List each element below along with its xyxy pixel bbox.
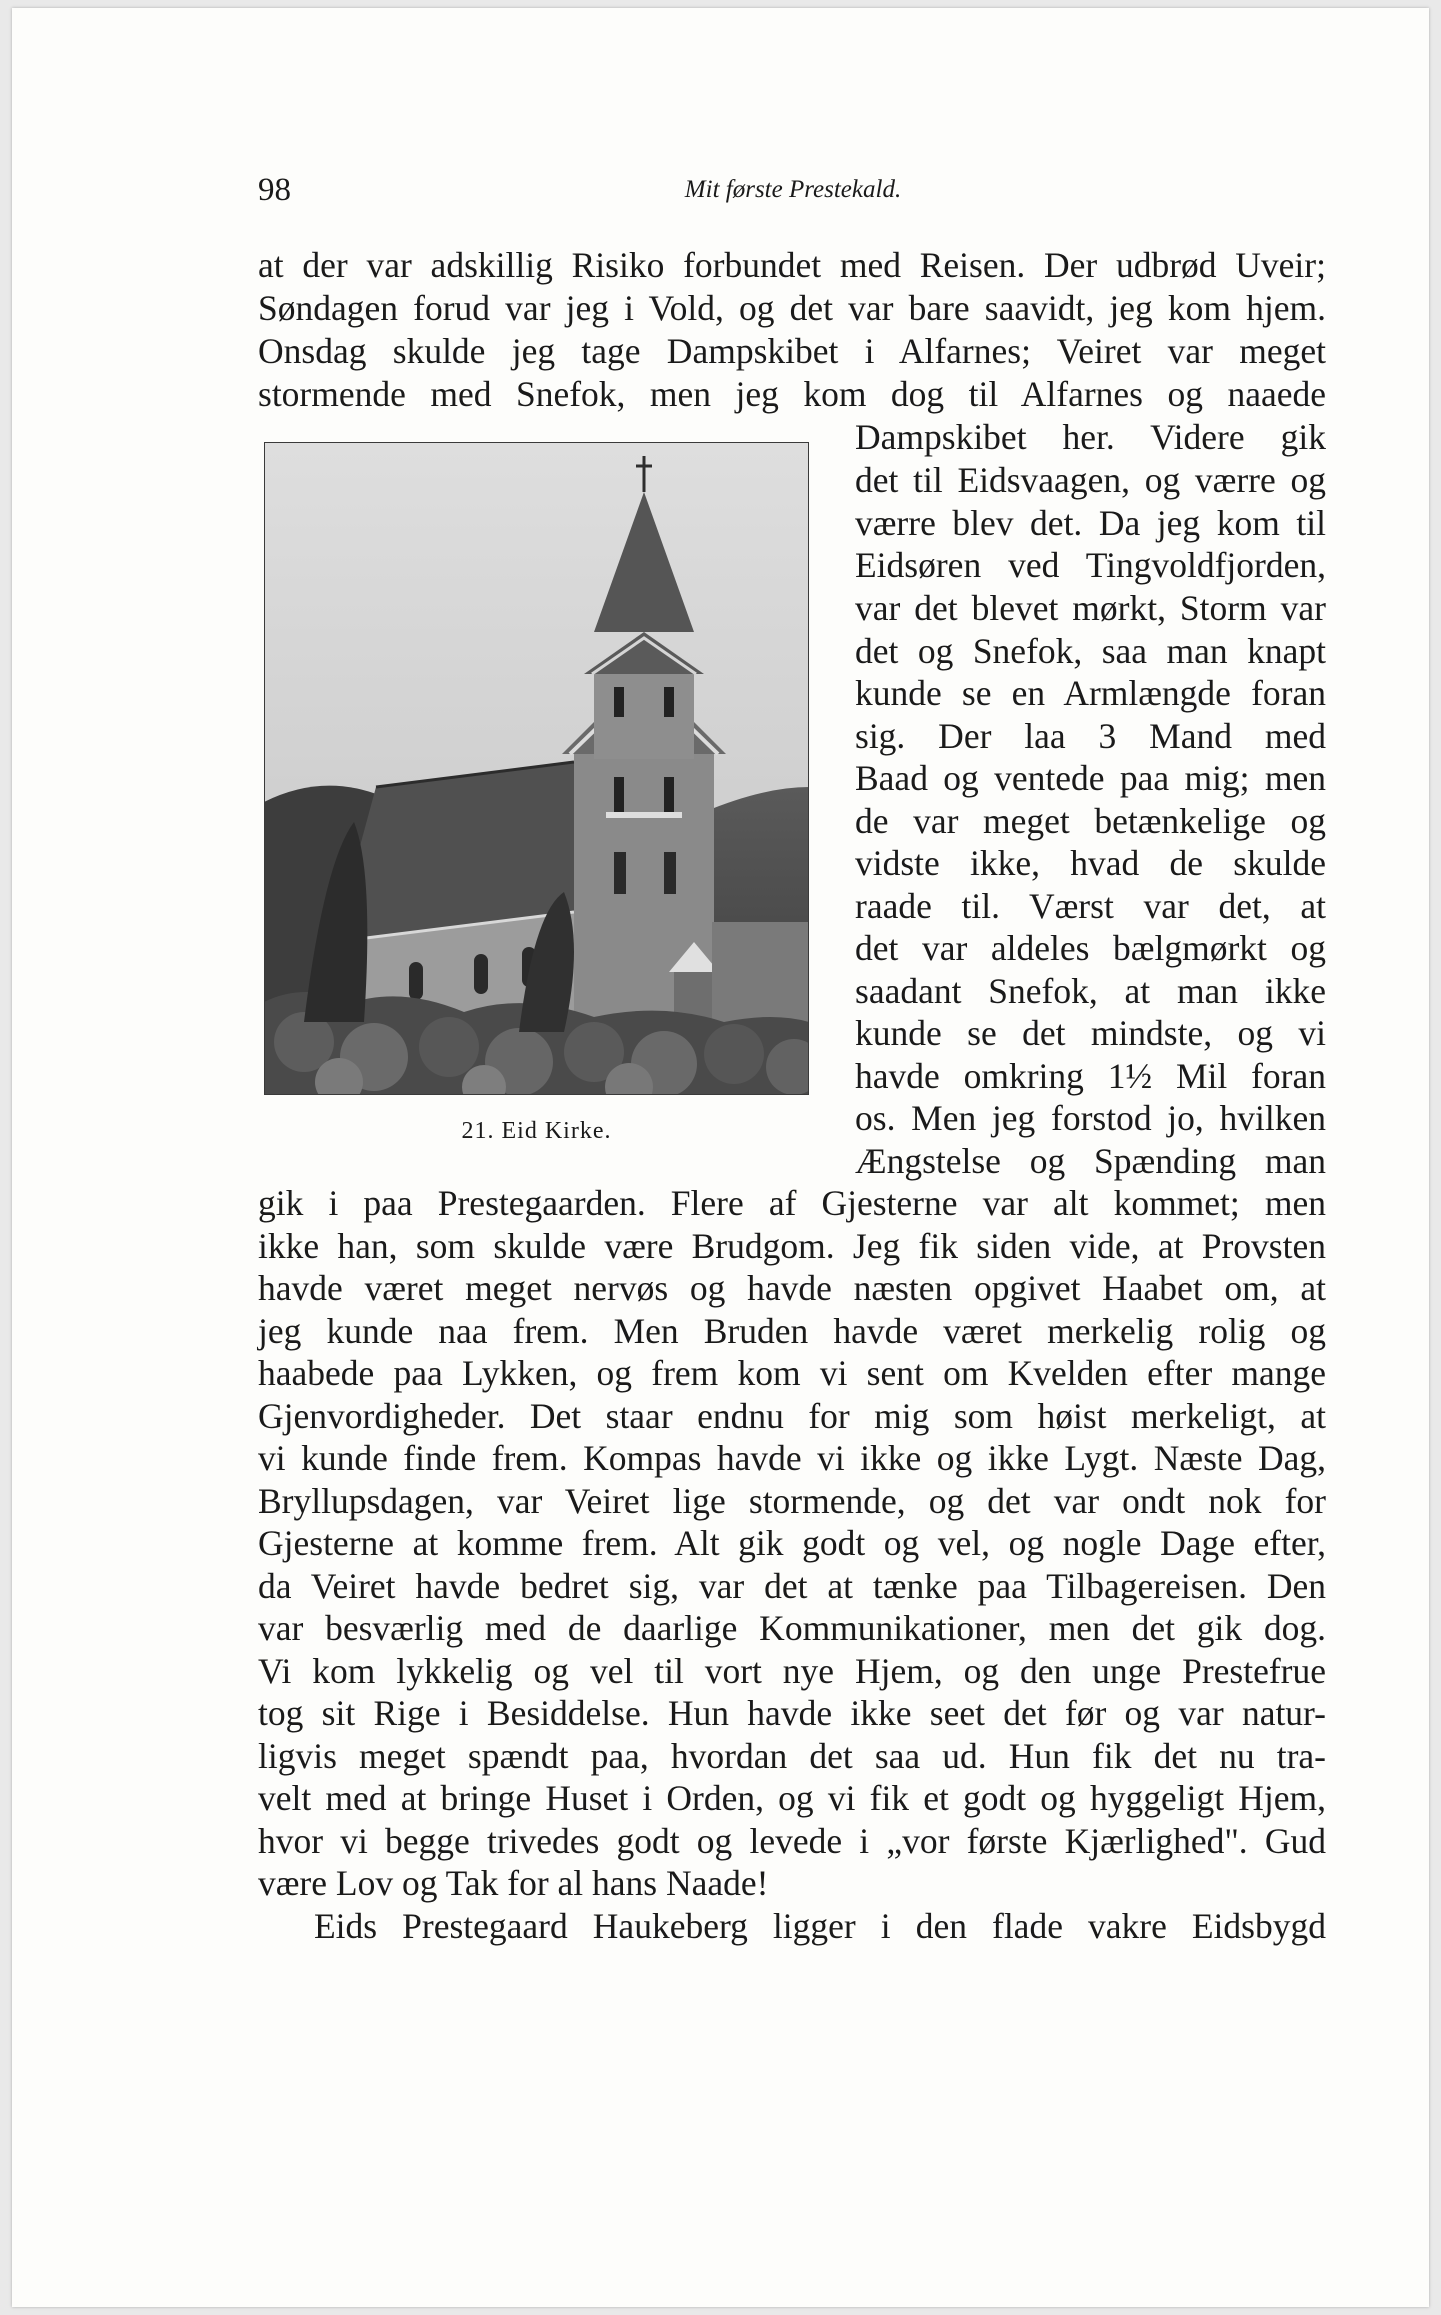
text-line: tog sit Rige i Besiddelse. Hun havde ikke seet det før og var natur- xyxy=(258,1693,1326,1733)
running-title: Mit første Prestekald. xyxy=(684,176,902,203)
text-line: raade til. Værst var det, at xyxy=(855,886,1326,926)
text-line: gik i paa Prestegaarden. Flere af Gjesterne var alt kommet; men xyxy=(258,1183,1326,1223)
text-line: at der var adskillig Risiko forbundet med Reisen. Der udbrød Uveir; xyxy=(258,245,1326,285)
text-line: kunde se det mindste, og vi xyxy=(855,1013,1326,1053)
text-line: Onsdag skulde jeg tage Dampskibet i Alfarnes; Veiret var meget xyxy=(258,331,1326,371)
text-line: værre blev det. Da jeg kom til xyxy=(855,503,1326,543)
text-line: vidste ikke, hvad de skulde xyxy=(855,843,1326,883)
text-line: Ængstelse og Spænding man xyxy=(855,1141,1326,1181)
text-line: Eidsøren ved Tingvoldfjorden, xyxy=(855,545,1326,585)
text-line: havde omkring 1½ Mil foran xyxy=(855,1056,1326,1096)
text-line: det til Eidsvaagen, og værre og xyxy=(855,460,1326,500)
text-line: velt med at bringe Huset i Orden, og vi fik et godt og hyggeligt Hjem, xyxy=(258,1778,1326,1818)
text-line: de var meget betænkelige og xyxy=(855,801,1326,841)
text-line: Bryllupsdagen, var Veiret lige stormende, og det var ondt nok for xyxy=(258,1481,1326,1521)
page-number: 98 xyxy=(258,172,291,208)
text-line: det var aldeles bælgmørkt og xyxy=(855,928,1326,968)
text-line: da Veiret havde bedret sig, var det at tænke paa Tilbagereisen. Den xyxy=(258,1566,1326,1606)
text-line: var besværlig med de daarlige Kommunikationer, men det gik dog. xyxy=(258,1608,1326,1648)
text-line: vi kunde finde frem. Kompas havde vi ikke og ikke Lygt. Næste Dag, xyxy=(258,1438,1326,1478)
text-line: Søndagen forud var jeg i Vold, og det var bare saavidt, jeg kom hjem. xyxy=(258,288,1326,328)
text-line: sig. Der laa 3 Mand med xyxy=(855,716,1326,756)
text-line: havde været meget nervøs og havde næsten opgivet Haabet om, at xyxy=(258,1268,1326,1308)
text-line: Eids Prestegaard Haukeberg ligger i den flade vakre Eidsbygd xyxy=(314,1906,1326,1946)
text-line: ligvis meget spændt paa, hvordan det saa ud. Hun fik det nu tra- xyxy=(258,1736,1326,1776)
text-line: være Lov og Tak for al hans Naade! xyxy=(258,1863,769,1903)
text-line: hvor vi begge trivedes godt og levede i „vor første Kjærlighed". Gud xyxy=(258,1821,1326,1861)
text-line: det og Snefok, saa man knapt xyxy=(855,631,1326,671)
text-line: stormende med Snefok, men jeg kom dog til Alfarnes og naaede xyxy=(258,374,1326,414)
text-line: Dampskibet her. Videre gik xyxy=(855,417,1326,457)
text-line: Vi kom lykkelig og vel til vort nye Hjem, og den unge Prestefrue xyxy=(258,1651,1326,1691)
text-line: ikke han, som skulde være Brudgom. Jeg fik siden vide, at Provsten xyxy=(258,1226,1326,1266)
text-line: saadant Snefok, at man ikke xyxy=(855,971,1326,1011)
text-line: os. Men jeg forstod jo, hvilken xyxy=(855,1098,1326,1138)
text-line: haabede paa Lykken, og frem kom vi sent om Kvelden efter mange xyxy=(258,1353,1326,1393)
text-line: Gjenvordigheder. Det staar endnu for mig som høist merkeligt, at xyxy=(258,1396,1326,1436)
text-line: jeg kunde naa frem. Men Bruden havde været merkelig rolig og xyxy=(258,1311,1326,1351)
text-line: Baad og ventede paa mig; men xyxy=(855,758,1326,798)
text-line: Gjesterne at komme frem. Alt gik godt og vel, og nogle Dage efter, xyxy=(258,1523,1326,1563)
figure-caption: 21. Eid Kirke. xyxy=(461,1118,612,1144)
page-header xyxy=(258,168,1328,216)
text-line: kunde se en Armlængde foran xyxy=(855,673,1326,713)
text-line: var det blevet mørkt, Storm var xyxy=(855,588,1326,628)
church-photo xyxy=(264,442,809,1095)
